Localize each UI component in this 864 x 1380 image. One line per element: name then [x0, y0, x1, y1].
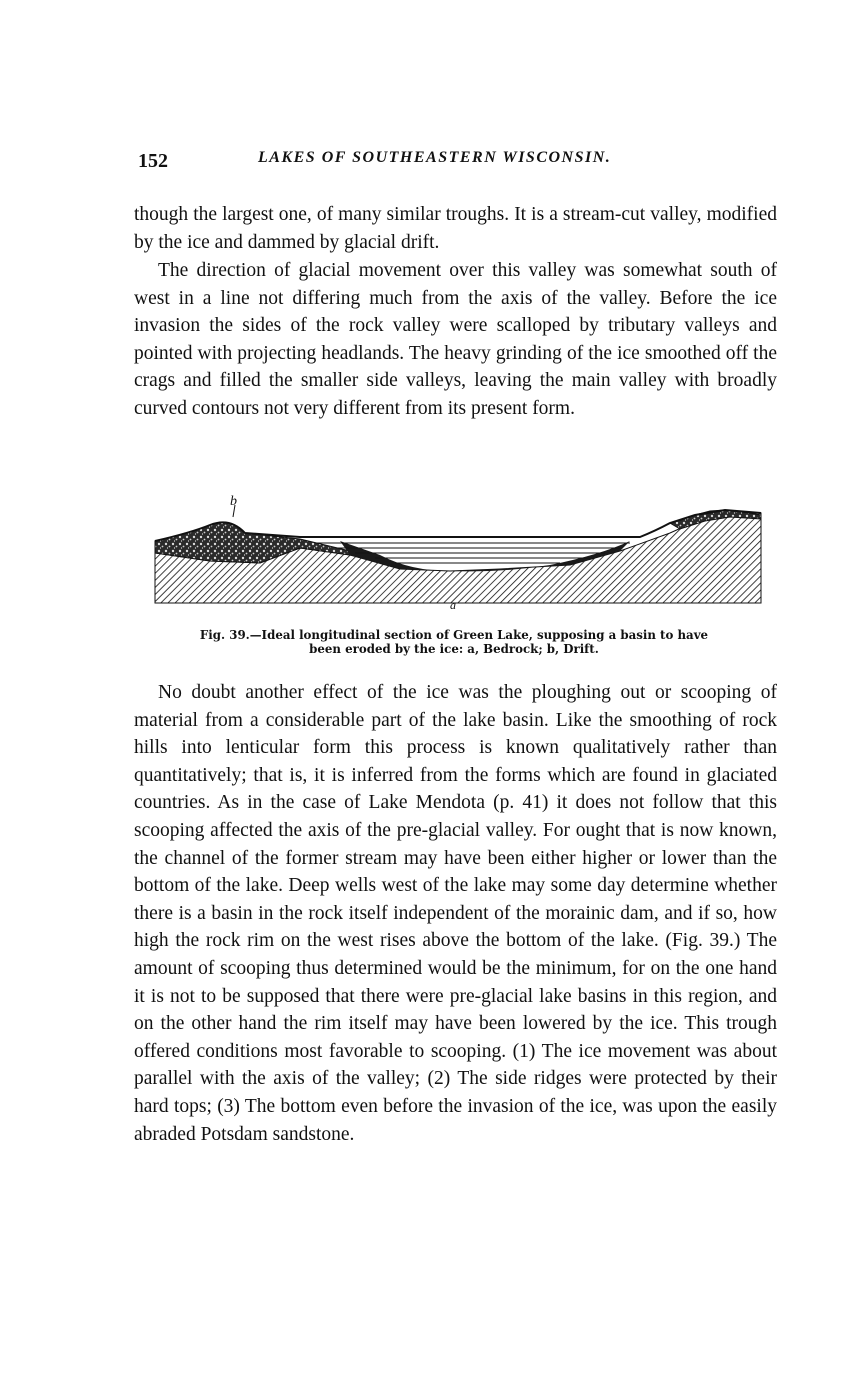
paragraph-1: though the largest one, of many similar troughs. It is a stream-cut valley, modified by the ice and dammed by glacial drift.: [134, 204, 777, 253]
drift-label: b: [230, 494, 237, 509]
running-title: LAKES OF SOUTHEASTERN WISCONSIN.: [258, 149, 612, 166]
cross-section-illustration: [150, 493, 765, 611]
caption-line-1: Fig. 39.—Ideal longitudinal section of Green Lake, supposing a basin to have: [199, 628, 709, 642]
caption-line-2: been eroded by the ice: a, Bedrock; b, Drift.: [309, 642, 599, 656]
paragraph-3: No doubt another effect of the ice was the ploughing out or scooping of material from a considerable part of the lake basin. Like the smoothing of rock hills into lenticular form this process is known qualitatively rather than quantitatively; that is, it is inferred from the forms which are found in glaciated countries. As in the case of Lake Mendota (p. 41) it does not follow that this scooping affected the axis of the pre-glacial valley. For ought that is now known, the channel of the former stream may have been either higher or lower than the bottom of the lake. Deep wells west of the lake may some day determine whether there is a basin in the rock itself independent of the morainic dam, and if so, how high the rock rim on the west rises above the bottom of the lake. (Fig. 39.) The amount of scooping thus determined would be the minimum, for on the one hand it is not to be supposed that there were pre-glacial lake basins in this region, and on the other hand the rim itself may have been lowered by the ice. This trough offered conditions most favorable to scooping. (1) The ice movement was about parallel with the axis of the valley; (2) The side ridges were protected by their hard tops; (3) The bottom even before the invasion of the ice, was upon the easily abraded Potsdam sandstone.: [134, 682, 777, 1145]
bedrock-label: a: [450, 598, 456, 611]
figure-39-cross-section: [150, 493, 765, 611]
paragraph-2: The direction of glacial movement over this valley was somewhat south of west in a line not differing much from the axis of the valley. Before the ice invasion the sides of the rock valley were scalloped by tributary valleys and pointed with projecting headlands. The heavy grinding of the ice smoothed off the crags and filled the smaller side valleys, leaving the main valley with broadly curved contours not very different from its present form.: [134, 260, 777, 419]
page-number: 152: [138, 150, 168, 172]
page-header: [138, 146, 778, 176]
figure-caption: [128, 628, 780, 656]
